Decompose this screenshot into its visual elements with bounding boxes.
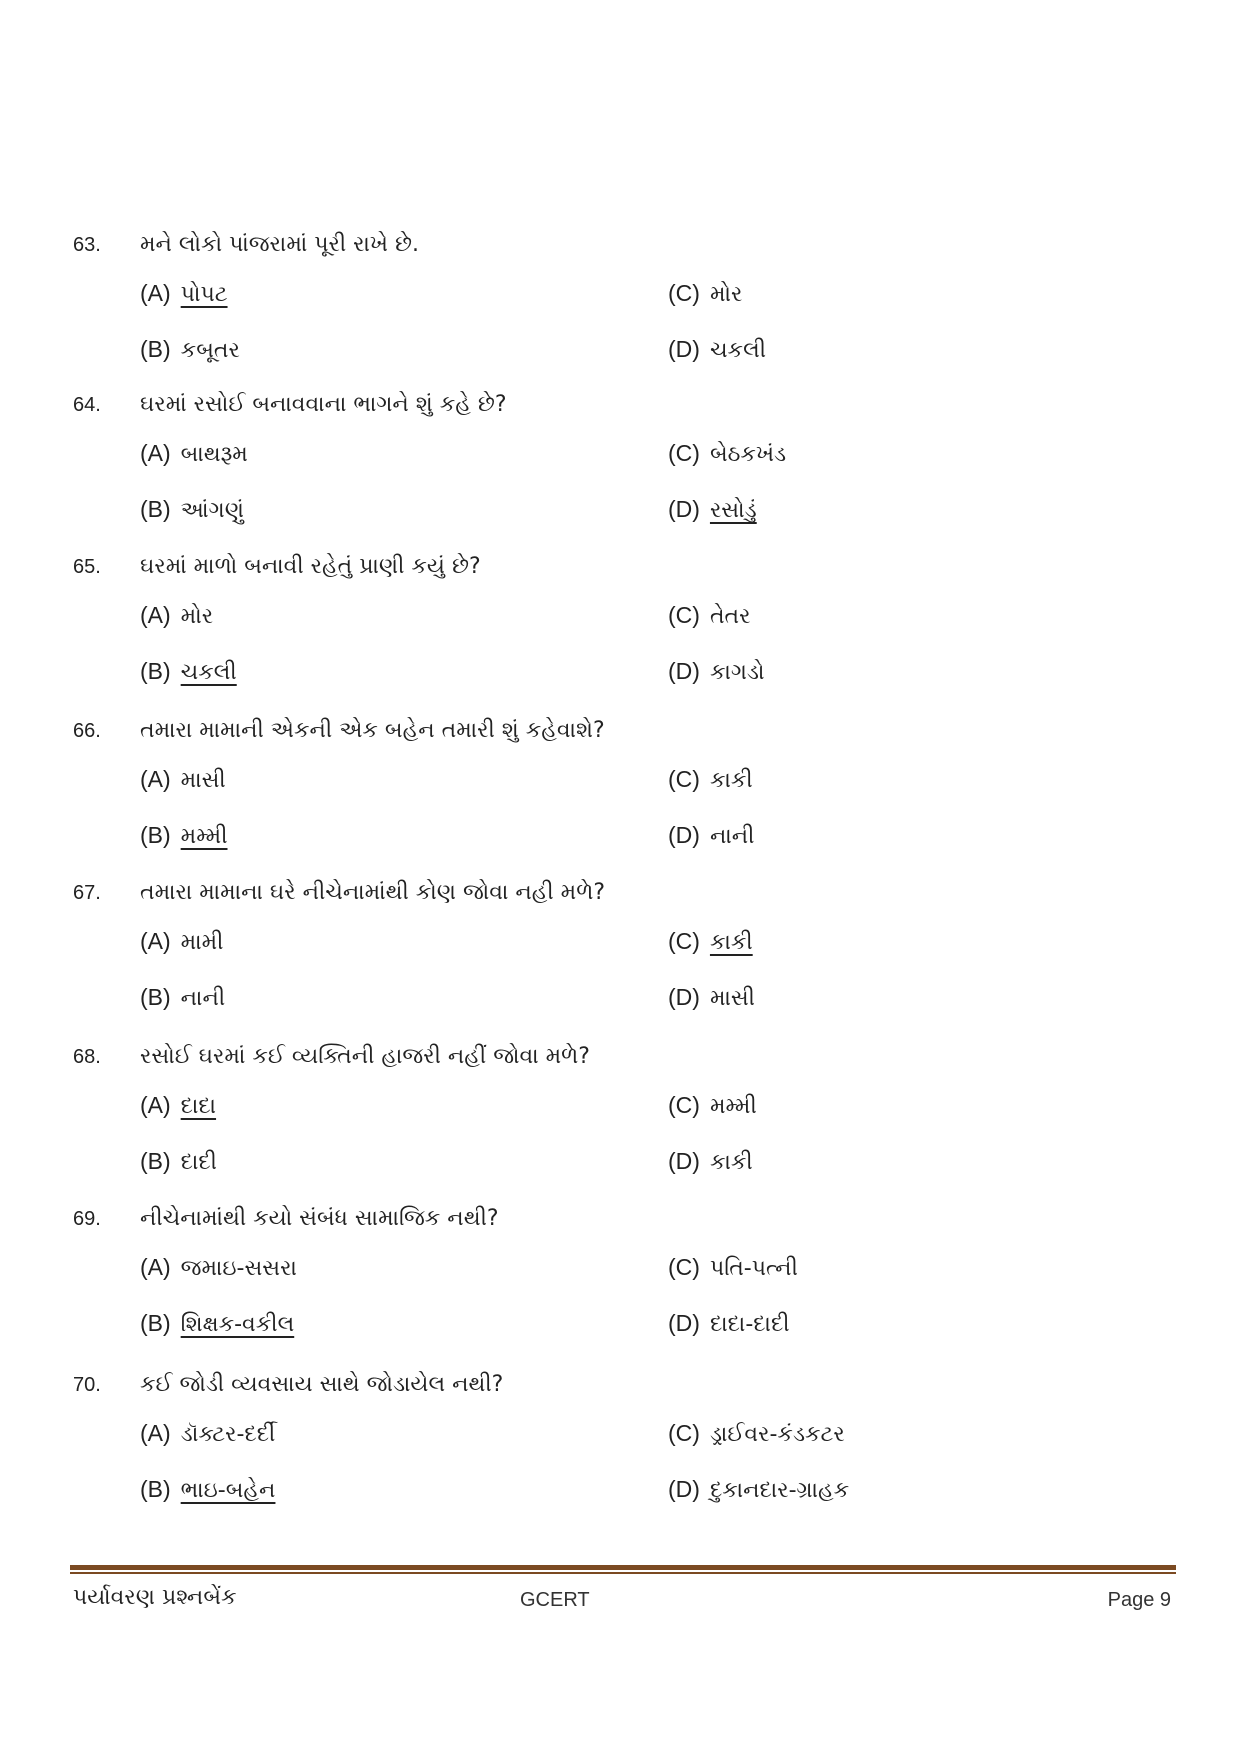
option-text: ભાઇ-બહેન xyxy=(180,1478,276,1503)
option-letter: (C) xyxy=(668,766,700,792)
question-number: 65. xyxy=(73,556,101,578)
option-text: નાની xyxy=(709,824,755,849)
footer-rule-thin xyxy=(70,1572,1176,1574)
option-letter: (B) xyxy=(140,496,171,522)
option-letter: (C) xyxy=(668,1254,700,1280)
option-b xyxy=(140,1146,217,1178)
option-text: મોર xyxy=(709,282,743,307)
option-a xyxy=(140,1090,216,1122)
option-text: દાદી xyxy=(180,1150,217,1175)
option-c xyxy=(668,1090,757,1122)
option-text: કાકી xyxy=(709,1150,753,1175)
option-letter: (B) xyxy=(140,822,171,848)
option-letter: (C) xyxy=(668,928,700,954)
option-text: મમ્મી xyxy=(180,824,228,849)
option-d xyxy=(668,656,765,688)
question-64 xyxy=(0,390,1241,550)
option-letter: (B) xyxy=(140,984,171,1010)
question-number: 70. xyxy=(73,1374,101,1396)
option-b xyxy=(140,982,225,1014)
option-letter: (C) xyxy=(668,602,700,628)
option-letter: (A) xyxy=(140,602,171,628)
question-text: કઈ જોડી વ્યવસાય સાથે જોડાયેલ નથી? xyxy=(140,1372,504,1397)
option-text: ચકલી xyxy=(180,660,237,685)
option-letter: (D) xyxy=(668,496,700,522)
option-b xyxy=(140,334,240,366)
option-letter: (C) xyxy=(668,280,700,306)
question-number: 66. xyxy=(73,720,101,742)
option-text: કાકી xyxy=(709,768,753,793)
option-letter: (D) xyxy=(668,1148,700,1174)
footer-page-number: Page 9 xyxy=(1107,1589,1171,1611)
footer-rule xyxy=(70,1565,1176,1570)
option-letter: (B) xyxy=(140,1476,171,1502)
option-text: કબૂતર xyxy=(180,338,240,363)
question-text: તમારા મામાની એકની એક બહેન તમારી શું કહેવાશે? xyxy=(140,718,605,743)
footer-publisher: GCERT xyxy=(520,1589,590,1611)
option-text: મમ્મી xyxy=(709,1094,757,1119)
option-d xyxy=(668,1146,753,1178)
question-number: 68. xyxy=(73,1046,101,1068)
option-text: ડ્રાઈવર-કંડકટર xyxy=(709,1422,845,1447)
option-d xyxy=(668,982,755,1014)
option-letter: (A) xyxy=(140,928,171,954)
option-c xyxy=(668,764,753,796)
footer-book-title: પર્યાવરણ પ્રશ્નબેંક xyxy=(73,1585,237,1610)
option-letter: (A) xyxy=(140,1254,171,1280)
option-b xyxy=(140,494,244,526)
option-a xyxy=(140,600,213,632)
option-a xyxy=(140,926,223,958)
option-c xyxy=(668,278,742,310)
option-letter: (A) xyxy=(140,280,171,306)
question-text: મને લોકો પાંજરામાં પૂરી રાખે છે. xyxy=(140,232,420,257)
option-letter: (A) xyxy=(140,1092,171,1118)
option-text: ચકલી xyxy=(709,338,766,363)
option-letter: (A) xyxy=(140,1420,171,1446)
option-text: આંગણું xyxy=(180,498,244,523)
option-letter: (C) xyxy=(668,1092,700,1118)
option-letter: (B) xyxy=(140,1148,171,1174)
option-letter: (D) xyxy=(668,984,700,1010)
option-letter: (D) xyxy=(668,822,700,848)
option-letter: (B) xyxy=(140,1310,171,1336)
question-66 xyxy=(0,716,1241,876)
question-number: 64. xyxy=(73,394,101,416)
option-text: મામી xyxy=(180,930,224,955)
question-number: 67. xyxy=(73,882,101,904)
question-text: ઘરમાં રસોઈ બનાવવાના ભાગને શું કહે છે? xyxy=(140,392,507,417)
option-b xyxy=(140,1308,294,1340)
option-letter: (D) xyxy=(668,1476,700,1502)
option-c xyxy=(668,600,750,632)
option-text: માસી xyxy=(709,986,755,1011)
option-text: દાદા xyxy=(180,1094,217,1119)
question-text: તમારા મામાના ઘરે નીચેનામાંથી કોણ જોવા નહી મળે? xyxy=(140,880,606,905)
option-b xyxy=(140,820,228,852)
option-letter: (C) xyxy=(668,440,700,466)
option-a xyxy=(140,1418,275,1450)
option-d xyxy=(668,334,766,366)
option-c xyxy=(668,1252,798,1284)
option-d xyxy=(668,820,754,852)
option-text: બેઠકખંડ xyxy=(709,442,787,467)
option-text: પોપટ xyxy=(180,282,228,307)
option-text: દાદા-દાદી xyxy=(709,1312,790,1337)
option-text: ડૉક્ટર-દર્દી xyxy=(180,1422,276,1447)
question-text: નીચેનામાંથી કયો સંબંધ સામાજિક નથી? xyxy=(140,1206,499,1231)
option-letter: (B) xyxy=(140,658,171,684)
option-c xyxy=(668,438,786,470)
option-letter: (D) xyxy=(668,336,700,362)
option-b xyxy=(140,1474,275,1506)
option-text: દુકાનદાર-ગ્રાહક xyxy=(709,1478,850,1503)
option-c xyxy=(668,926,753,958)
question-text: રસોઈ ઘરમાં કઈ વ્યક્તિની હાજરી નહીં જોવા મળે? xyxy=(140,1044,590,1069)
option-letter: (D) xyxy=(668,658,700,684)
option-text: નાની xyxy=(180,986,226,1011)
option-a xyxy=(140,764,226,796)
question-67 xyxy=(0,878,1241,1038)
question-number: 69. xyxy=(73,1208,101,1230)
question-68 xyxy=(0,1042,1241,1202)
option-text: મોર xyxy=(180,604,214,629)
option-text: પતિ-પત્ની xyxy=(709,1256,798,1281)
question-69 xyxy=(0,1204,1241,1364)
option-a xyxy=(140,1252,297,1284)
option-text: કાકી xyxy=(709,930,753,955)
option-letter: (A) xyxy=(140,440,171,466)
option-text: તેતર xyxy=(709,604,751,629)
question-63 xyxy=(0,230,1241,390)
option-letter: (B) xyxy=(140,336,171,362)
option-d xyxy=(668,494,757,526)
question-text: ઘરમાં માળો બનાવી રહેતું પ્રાણી કયું છે? xyxy=(140,554,481,579)
question-number: 63. xyxy=(73,234,101,256)
option-text: જમાઇ-સસરા xyxy=(180,1256,297,1281)
option-a xyxy=(140,278,228,310)
option-a xyxy=(140,438,248,470)
option-letter: (D) xyxy=(668,1310,700,1336)
option-d xyxy=(668,1474,849,1506)
option-text: માસી xyxy=(180,768,226,793)
option-text: રસોડું xyxy=(709,498,757,523)
option-text: કાગડો xyxy=(709,660,765,685)
option-text: શિક્ષક-વકીલ xyxy=(180,1312,295,1337)
option-c xyxy=(668,1418,845,1450)
question-70 xyxy=(0,1370,1241,1530)
option-d xyxy=(668,1308,790,1340)
option-b xyxy=(140,656,237,688)
question-65 xyxy=(0,552,1241,712)
option-text: બાથરૂમ xyxy=(180,442,248,467)
option-letter: (C) xyxy=(668,1420,700,1446)
option-letter: (A) xyxy=(140,766,171,792)
